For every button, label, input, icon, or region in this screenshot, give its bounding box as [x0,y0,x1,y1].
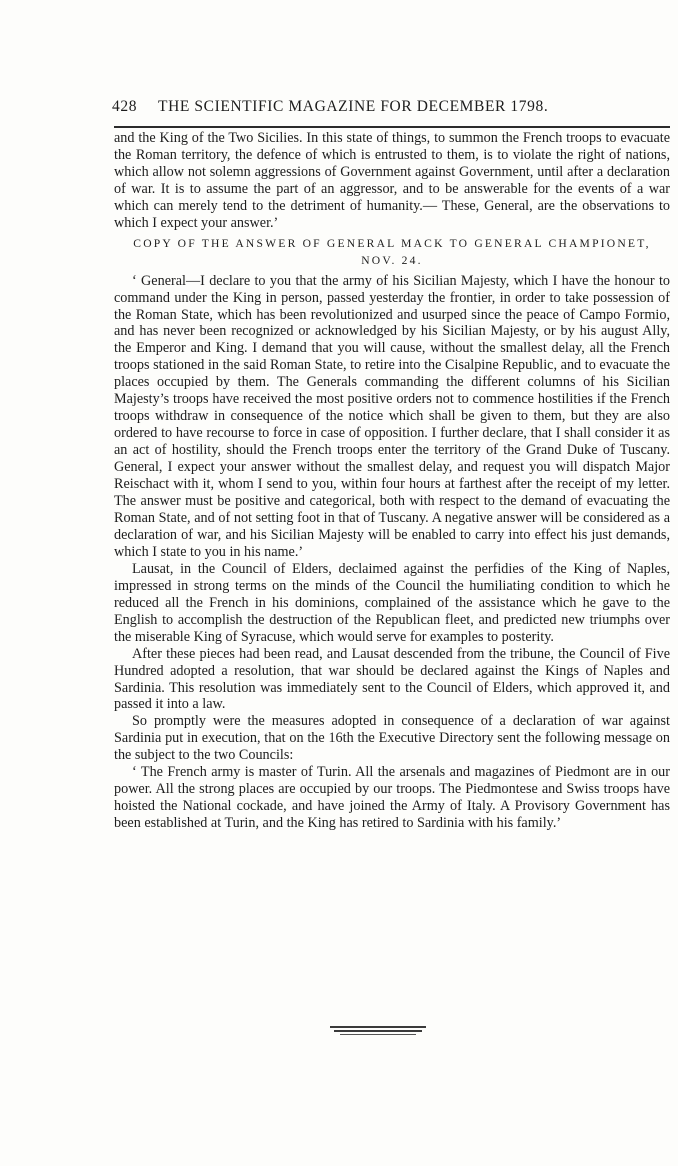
body-text [114,130,670,832]
paragraph-lausat: Lausat, in the Council of Elders, declaimed against the perfidies of the King of Naples, impressed in strong terms on the minds of the Council the humiliating condition to which he reduced all the French in his dominions, complained of the assistance which he gave to the English to accomplish the destruction of the Republican fleet, and predicted new triumphs over the miserable King of Syracuse, which would serve for examples to posterity. [114,560,670,645]
section-heading: COPY OF THE ANSWER OF GENERAL MACK TO GENERAL CHAMPIONET, NOV. 24. [133,236,651,267]
paragraph-sardinia: So promptly were the measures adopted in consequence of a declaration of war against Sardinia put in execution, that on the 16th the Executive Directory sent the following message on the subject to the two Councils: [114,713,670,764]
paragraph-continued: and the King of the Two Sicilies. In this state of things, to summon the French troops to evacuate the Roman territory, the defence of which is entrusted to them, is to violate the right of nations, which allow not solemn aggressions of Government against Government, until after a declaration of war. It is to assume the part of an aggressor, and to be answerable for the events of a war which can merely tend to the detriment of humanity.— These, General, are the observations to which I expect your answer.’ [114,130,670,231]
end-ornament-rule [330,1026,426,1036]
running-title: THE SCIENTIFIC MAGAZINE FOR DECEMBER 1798. [158,98,549,115]
paragraph-council-resolution: After these pieces had been read, and Lausat descended from the tribune, the Council of Five Hundred adopted a resolution, that war should be declared against the Kings of Naples and Sardinia. This resolution was immediately sent to the Council of Elders, which approved it, and passed it into a law. [114,645,670,713]
paragraph-mack-letter: ‘ General—I declare to you that the army of his Sicilian Majesty, which I have the honour to command under the King in person, passed yesterday the frontier, in order to take possession of the Roman State, which has been revolutionized and usurped since the peace of Campo Formio, and has never been recognized or acknowledged by his Sicilian Majesty, or by his august Ally, the Emperor and King. I demand that you will cause, without the smallest delay, all the French troops stationed in the said Roman State, to retire into the Cisalpine Republic, and to evacuate the places occupied by them. The Generals commanding the different columns of his Sicilian Majesty’s troops have received the most positive orders not to commence hostilities if the French troops withdraw in consequence of the notice which shall be given to them, but they are also ordered to have recourse to force in case of opposition. I further declare, that I shall consider it as an act of hostility, should the French troops enter the territory of the Grand Duke of Tuscany. General, I expect your answer without the smallest delay, and request you will dispatch Major Reischact with it, whom I send to you, within four hours at farthest after the receipt of my letter. The answer must be positive and categorical, both with respect to the demand of evacuating the Roman State, and of not setting foot in that of Tuscany. A negative answer will be considered as a declaration of war, and his Sicilian Majesty will be enabled to carry into effect his just demands, which I state to you in his name.’ [114,272,670,560]
paragraph-directory-message: ‘ The French army is master of Turin. All the arsenals and magazines of Piedmont are in our power. All the strong places are occupied by our troops. The Piedmontese and Swiss troops have hoisted the National cockade, and have joined the Army of Italy. A Provisory Government has been established at Turin, and the King has retired to Sardinia with his family.’ [114,764,670,832]
page-number: 428 [112,98,138,115]
header-rule [114,126,670,128]
running-header [112,98,672,116]
